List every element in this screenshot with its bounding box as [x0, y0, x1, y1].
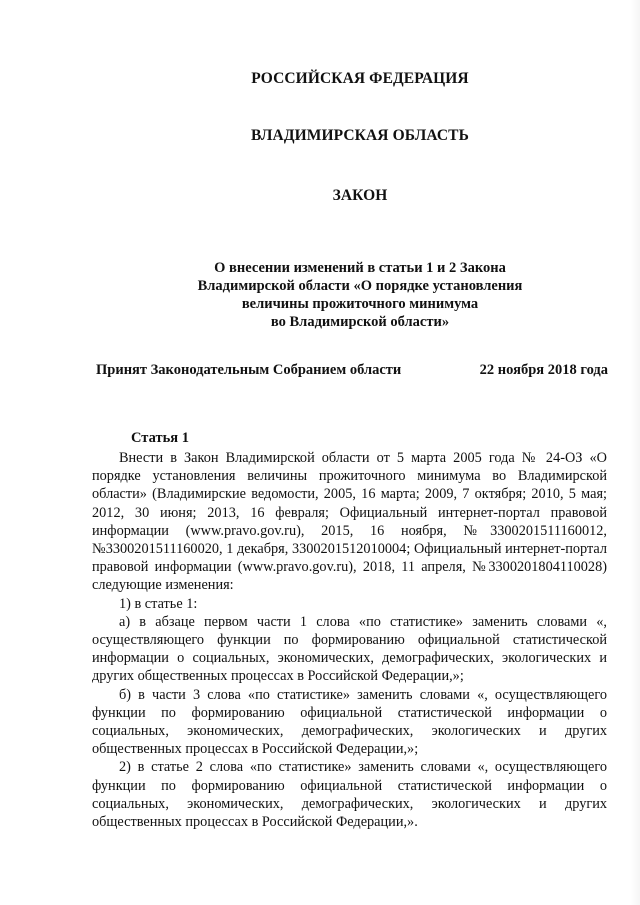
article-body — [92, 449, 607, 831]
article-paragraph: а) в абзаце первом части 1 слова «по статистике» заменить словами «, осуществляющего функции по формированию официальной статистической информации о социальных, экономических, демографических, экологических и других общественных процессах в Российской Федерации,»; — [92, 613, 607, 685]
law-title-line: во Владимирской области» — [270, 314, 450, 330]
country-heading: РОССИЙСКАЯ ФЕДЕРАЦИЯ — [251, 70, 469, 87]
law-title — [120, 259, 600, 331]
law-title-line: Владимирской области «О порядке установления — [197, 278, 523, 294]
doc-type-heading: ЗАКОН — [332, 187, 388, 204]
article-title: Статья 1 — [131, 430, 189, 446]
adopted-by: Принят Законодательным Собранием области — [96, 362, 402, 378]
article-paragraph: Внести в Закон Владимирской области от 5 марта 2005 года № 24-ОЗ «О порядке установления величины прожиточного минимума во Владимирской области» (Владимирские ведомости, 2005, 16 марта; 2009, 7 октября; 2010, 5 мая; 2012, 30 июня; 2013, 16 февраля; Официальный интернет-портал правовой информации (www.pravo.gov.ru), 2015, 16 ноября, №3300201511160012, №3300201511160020, 1 декабря, 3300201512010004; Официальный интернет-портал правовой информации (www.pravo.gov.ru), 2018, 11 апреля, №3300201804110028) следующие изменения: — [92, 450, 607, 594]
region-heading: ВЛАДИМИРСКАЯ ОБЛАСТЬ — [251, 127, 469, 144]
adoption-date: 22 ноября 2018 года — [479, 362, 608, 378]
law-title-line: О внесении изменений в статьи 1 и 2 Закона — [214, 260, 506, 276]
scan-edge-shadow — [630, 0, 640, 905]
article-paragraph: б) в части 3 слова «по статистике» заменить словами «, осуществляющего функции по формированию официальной статистической информации о социальных, экономических, демографических, экологических и других общественных процессах в Российской Федерации,»; — [92, 686, 607, 758]
law-title-line: величины прожиточного минимума — [241, 296, 479, 312]
article-paragraph: 2) в статье 2 слова «по статистике» заменить словами «, осуществляющего функции по формированию официальной статистической информации о социальных, экономических, демографических, экологических и других общественных процессах в Российской Федерации,». — [92, 759, 607, 831]
article-paragraph: 1) в статье 1: — [119, 595, 198, 612]
